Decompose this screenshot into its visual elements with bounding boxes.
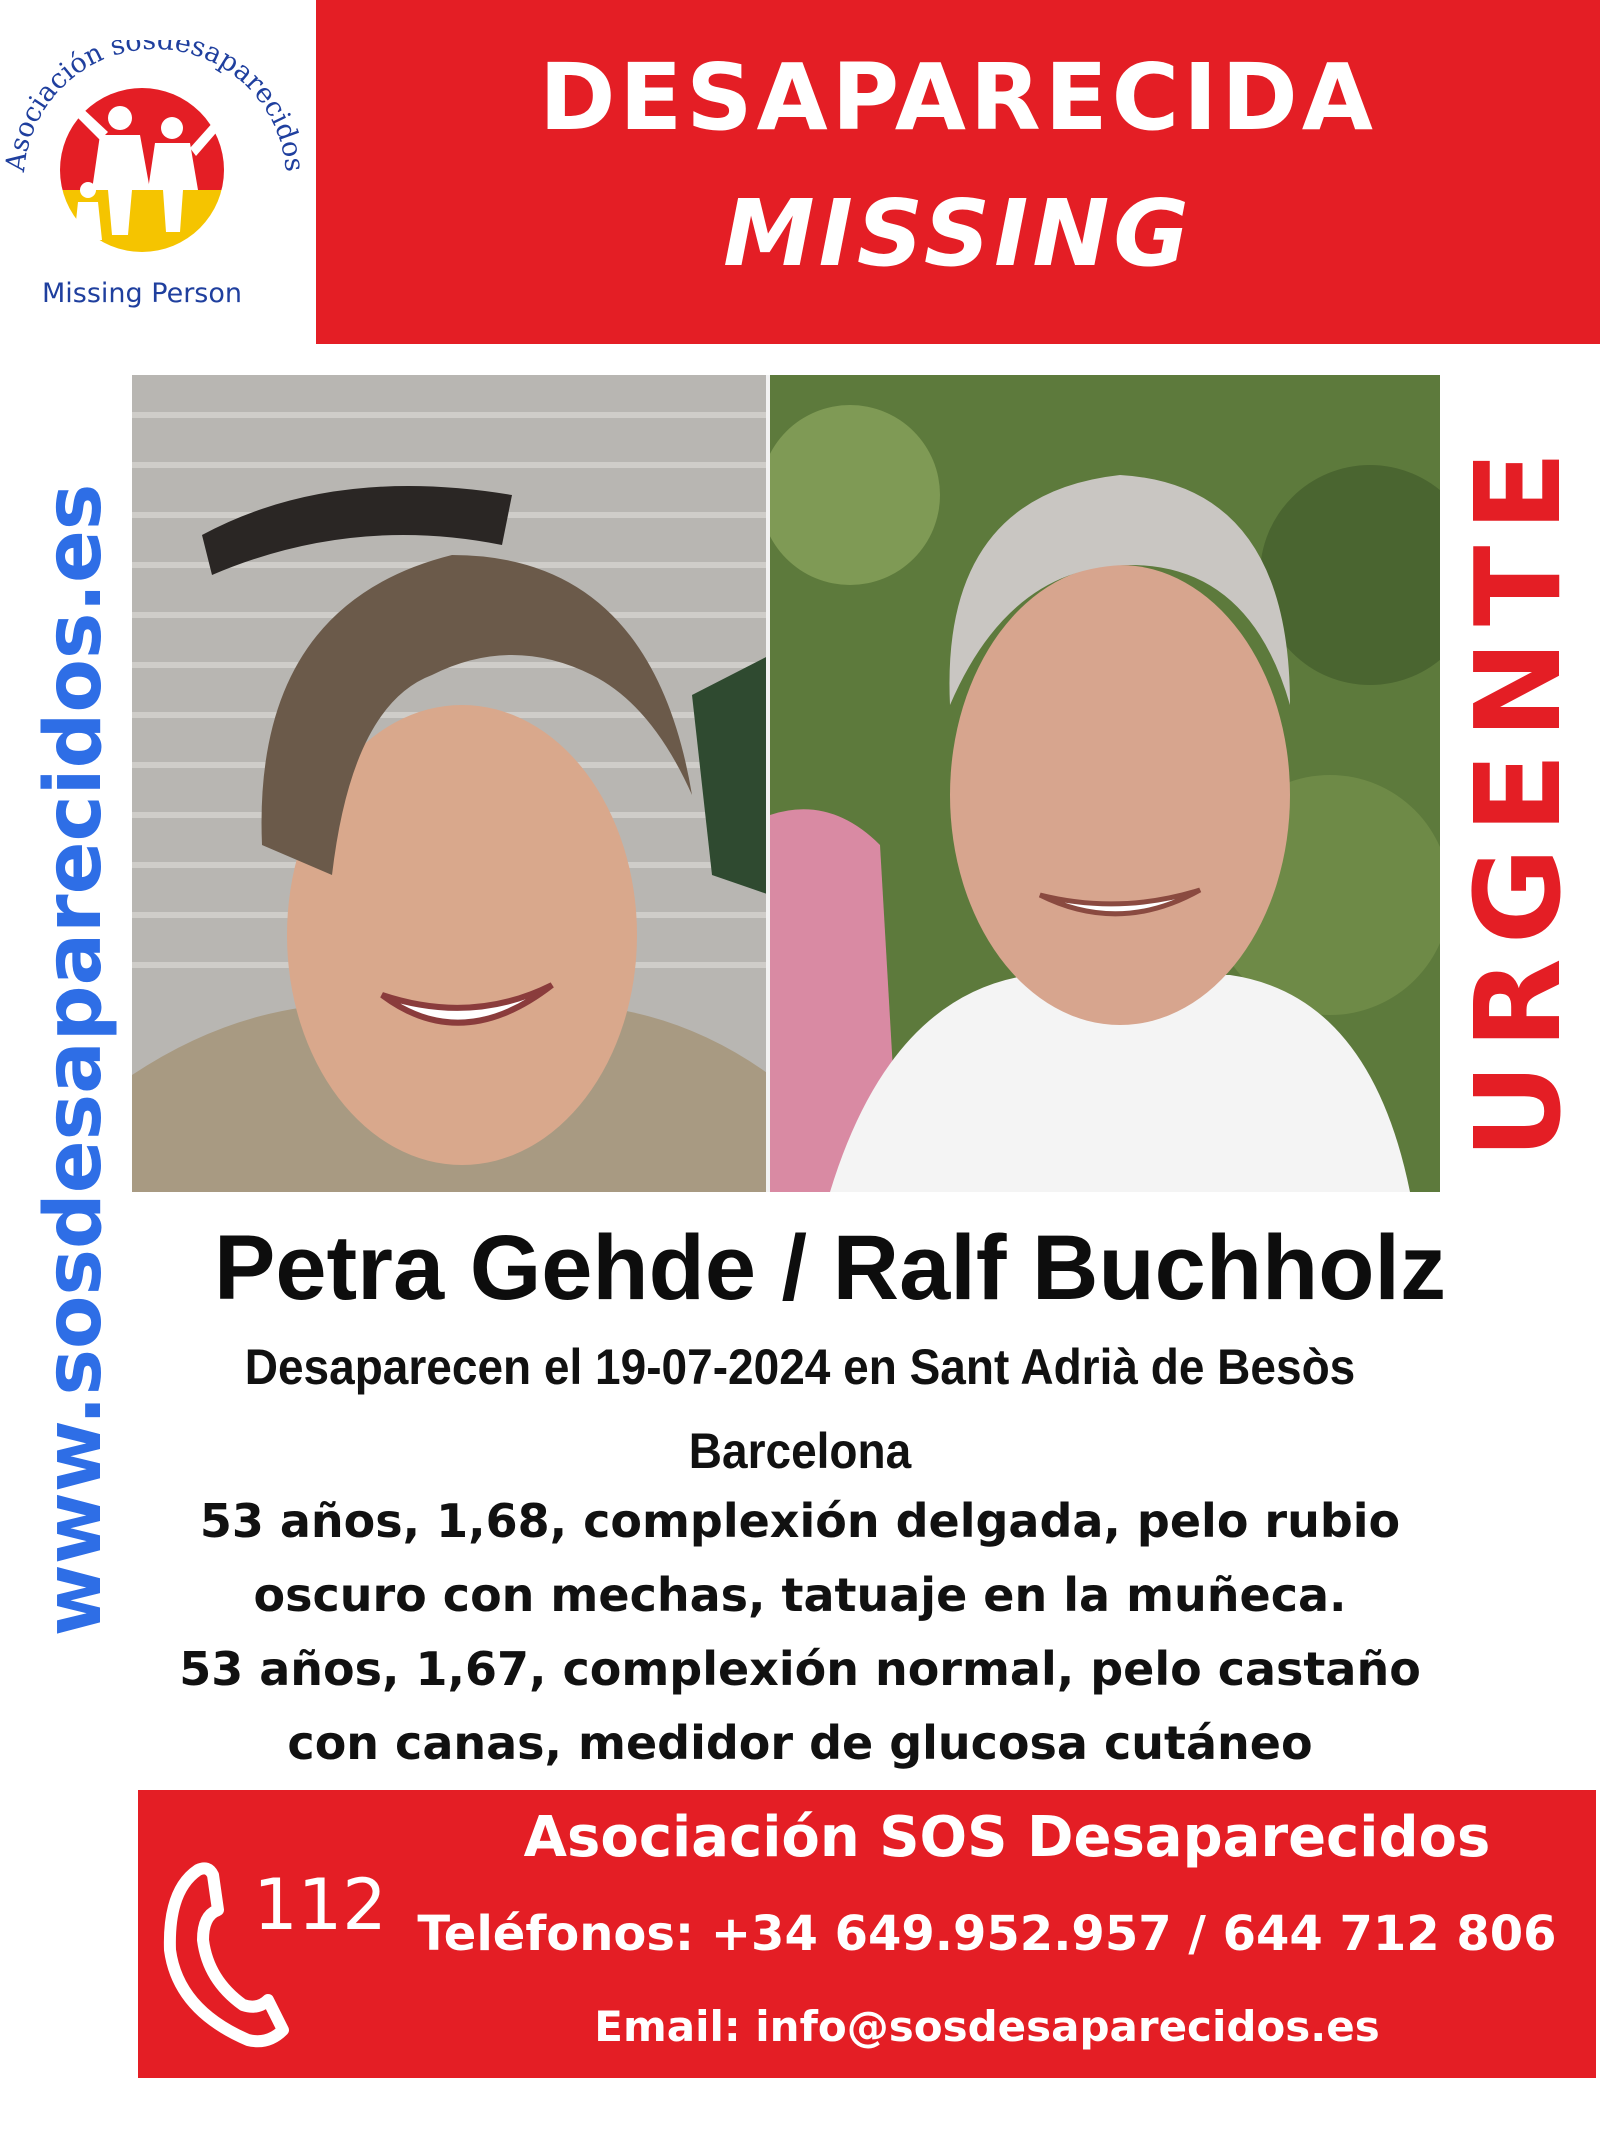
title-spanish: DESAPARECIDA — [539, 44, 1377, 151]
logo-caption: Missing Person — [42, 278, 242, 309]
emergency-number: 112 — [253, 1864, 387, 1946]
photo-petra — [132, 375, 770, 1192]
title-english: MISSING — [723, 180, 1193, 287]
logo-arc-text: Asociación sosdesaparecidos — [0, 40, 310, 174]
website-url: www.sosdesaparecidos.es — [29, 483, 119, 1637]
contact-box — [138, 1790, 1596, 2078]
contact-phones: Teléfonos: +34 649.952.957 / 644 712 806 — [417, 1906, 1557, 1962]
missing-names: Petra Gehde / Ralf Buchholz — [214, 1217, 1446, 1319]
person2-description-line1: 53 años, 1,67, complexión normal, pelo castaño — [179, 1642, 1421, 1696]
urgent-label: URGENTE — [1449, 437, 1587, 1159]
organization-name: Asociación SOS Desaparecidos — [523, 1805, 1491, 1870]
header-banner — [316, 0, 1600, 344]
photo-ralf — [770, 375, 1440, 1192]
person1-description-line2: oscuro con mechas, tatuaje en la muñeca. — [253, 1568, 1347, 1622]
person1-description-line1: 53 años, 1,68, complexión delgada, pelo rubio — [199, 1494, 1401, 1548]
contact-email: Email: info@sosdesaparecidos.es — [594, 2002, 1380, 2051]
person2-description-line2: con canas, medidor de glucosa cutáneo — [287, 1716, 1313, 1770]
disappearance-info: Desaparecen el 19-07-2024 en Sant Adrià de Besòs — [244, 1339, 1356, 1395]
man-portrait-icon — [770, 375, 1440, 1192]
logo-emblem — [0, 40, 310, 320]
city: Barcelona — [688, 1423, 912, 1479]
woman-portrait-icon — [132, 375, 770, 1192]
association-logo — [0, 40, 310, 320]
